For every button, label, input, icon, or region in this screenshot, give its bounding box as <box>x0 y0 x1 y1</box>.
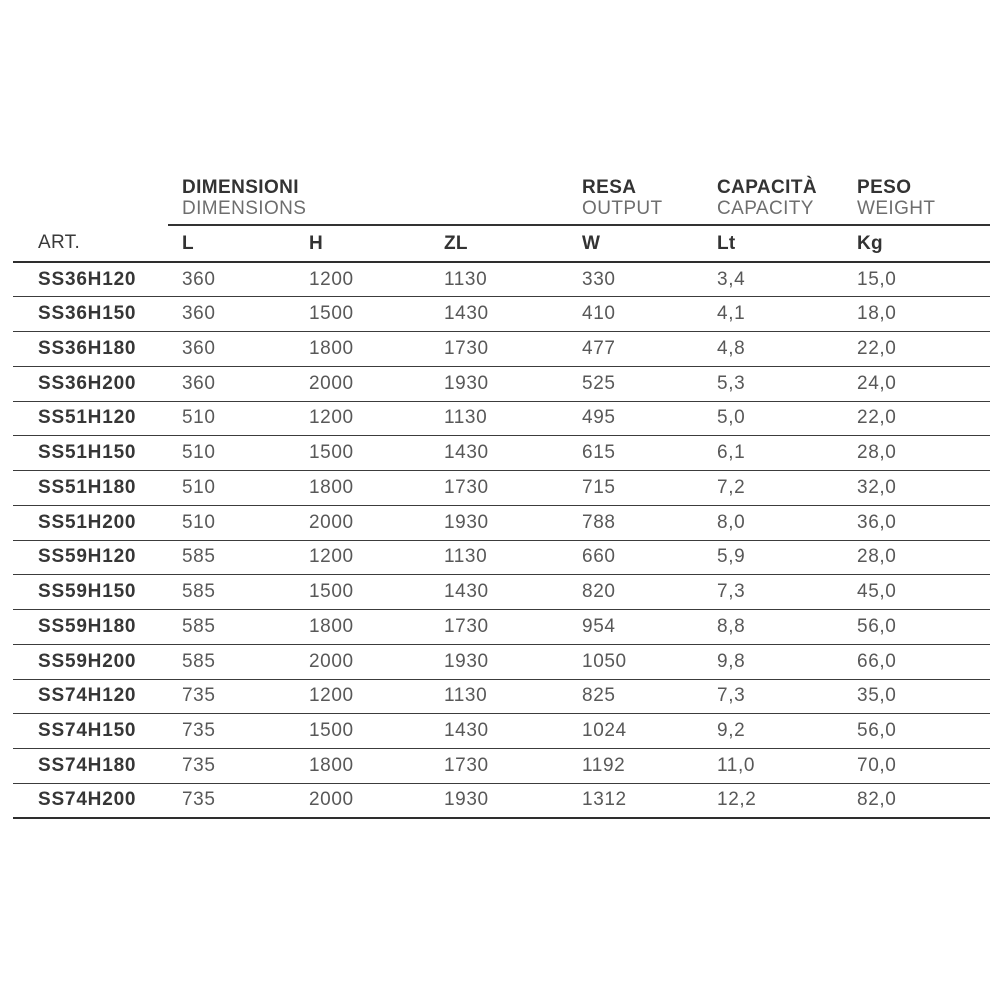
cell-value: 1200 <box>295 401 430 436</box>
cell-value: 1730 <box>430 471 568 506</box>
cell-value: 735 <box>168 783 295 818</box>
cell-value: 2000 <box>295 505 430 540</box>
table-row <box>13 644 990 679</box>
cell-value: 1050 <box>568 644 703 679</box>
cell-value: 28,0 <box>843 540 990 575</box>
table-row <box>13 262 990 297</box>
art-code: SS36H200 <box>13 366 168 401</box>
cell-value: 1500 <box>295 297 430 332</box>
cell-value: 66,0 <box>843 644 990 679</box>
cell-value: 510 <box>168 471 295 506</box>
cell-value: 510 <box>168 401 295 436</box>
group-subtitle: WEIGHT <box>857 198 936 219</box>
cell-value: 1500 <box>295 436 430 471</box>
cell-value: 1200 <box>295 262 430 297</box>
cell-value: 4,8 <box>703 332 843 367</box>
cell-value: 18,0 <box>843 297 990 332</box>
cell-value: 825 <box>568 679 703 714</box>
cell-value: 1800 <box>295 332 430 367</box>
group-title: CAPACITÀ <box>717 177 817 198</box>
table-header <box>13 170 990 262</box>
art-code: SS59H120 <box>13 540 168 575</box>
group-subtitle: CAPACITY <box>717 198 814 219</box>
cell-value: 1130 <box>430 401 568 436</box>
art-code: SS74H150 <box>13 714 168 749</box>
art-code: SS59H150 <box>13 575 168 610</box>
cell-value: 735 <box>168 749 295 784</box>
cell-value: 35,0 <box>843 679 990 714</box>
art-code: SS51H180 <box>13 471 168 506</box>
group-header-row <box>13 170 990 225</box>
column-header-art: ART. <box>13 225 168 262</box>
cell-value: 585 <box>168 575 295 610</box>
cell-value: 1430 <box>430 297 568 332</box>
cell-value: 6,1 <box>703 436 843 471</box>
cell-value: 1430 <box>430 436 568 471</box>
group-header-output <box>568 170 703 225</box>
cell-value: 9,8 <box>703 644 843 679</box>
cell-value: 1130 <box>430 679 568 714</box>
group-title: DIMENSIONI <box>182 177 299 198</box>
cell-value: 12,2 <box>703 783 843 818</box>
cell-value: 8,0 <box>703 505 843 540</box>
column-header-l: L <box>168 225 295 262</box>
cell-value: 2000 <box>295 783 430 818</box>
cell-value: 1130 <box>430 262 568 297</box>
column-header-zl: ZL <box>430 225 568 262</box>
cell-value: 954 <box>568 610 703 645</box>
cell-value: 360 <box>168 332 295 367</box>
cell-value: 1800 <box>295 471 430 506</box>
cell-value: 1430 <box>430 714 568 749</box>
cell-value: 32,0 <box>843 471 990 506</box>
group-subtitle: DIMENSIONS <box>182 198 307 219</box>
table-body <box>13 262 990 818</box>
table-row <box>13 714 990 749</box>
cell-value: 28,0 <box>843 436 990 471</box>
group-header-capacity <box>703 170 843 225</box>
cell-value: 1730 <box>430 610 568 645</box>
cell-value: 7,3 <box>703 575 843 610</box>
cell-value: 477 <box>568 332 703 367</box>
table-row <box>13 749 990 784</box>
cell-value: 585 <box>168 540 295 575</box>
cell-value: 360 <box>168 297 295 332</box>
cell-value: 735 <box>168 679 295 714</box>
art-code: SS36H150 <box>13 297 168 332</box>
table-row <box>13 679 990 714</box>
cell-value: 82,0 <box>843 783 990 818</box>
cell-value: 5,9 <box>703 540 843 575</box>
cell-value: 1312 <box>568 783 703 818</box>
table-row <box>13 297 990 332</box>
cell-value: 22,0 <box>843 401 990 436</box>
cell-value: 788 <box>568 505 703 540</box>
cell-value: 24,0 <box>843 366 990 401</box>
art-code: SS59H180 <box>13 610 168 645</box>
art-code: SS36H180 <box>13 332 168 367</box>
cell-value: 15,0 <box>843 262 990 297</box>
art-code: SS51H200 <box>13 505 168 540</box>
cell-value: 1930 <box>430 644 568 679</box>
specifications-table <box>13 170 990 819</box>
cell-value: 525 <box>568 366 703 401</box>
cell-value: 1024 <box>568 714 703 749</box>
cell-value: 1200 <box>295 540 430 575</box>
column-header-lt: Lt <box>703 225 843 262</box>
table-row <box>13 471 990 506</box>
cell-value: 510 <box>168 436 295 471</box>
art-code: SS59H200 <box>13 644 168 679</box>
cell-value: 1500 <box>295 714 430 749</box>
table-row <box>13 401 990 436</box>
cell-value: 1500 <box>295 575 430 610</box>
cell-value: 660 <box>568 540 703 575</box>
cell-value: 7,3 <box>703 679 843 714</box>
table-row <box>13 436 990 471</box>
cell-value: 510 <box>168 505 295 540</box>
art-code: SS51H120 <box>13 401 168 436</box>
art-code: SS74H180 <box>13 749 168 784</box>
group-title: RESA <box>582 177 637 198</box>
cell-value: 1930 <box>430 366 568 401</box>
cell-value: 5,3 <box>703 366 843 401</box>
cell-value: 820 <box>568 575 703 610</box>
cell-value: 1800 <box>295 749 430 784</box>
cell-value: 495 <box>568 401 703 436</box>
art-code: SS51H150 <box>13 436 168 471</box>
column-header-w: W <box>568 225 703 262</box>
cell-value: 1130 <box>430 540 568 575</box>
cell-value: 8,8 <box>703 610 843 645</box>
cell-value: 4,1 <box>703 297 843 332</box>
cell-value: 3,4 <box>703 262 843 297</box>
art-code: SS74H200 <box>13 783 168 818</box>
cell-value: 45,0 <box>843 575 990 610</box>
cell-value: 1730 <box>430 332 568 367</box>
table-row <box>13 505 990 540</box>
cell-value: 5,0 <box>703 401 843 436</box>
cell-value: 1192 <box>568 749 703 784</box>
cell-value: 36,0 <box>843 505 990 540</box>
art-code: SS36H120 <box>13 262 168 297</box>
group-subtitle: OUTPUT <box>582 198 663 219</box>
cell-value: 410 <box>568 297 703 332</box>
cell-value: 1930 <box>430 505 568 540</box>
table-row <box>13 783 990 818</box>
cell-value: 1800 <box>295 610 430 645</box>
cell-value: 22,0 <box>843 332 990 367</box>
column-header-h: H <box>295 225 430 262</box>
table-row <box>13 575 990 610</box>
cell-value: 360 <box>168 366 295 401</box>
cell-value: 1430 <box>430 575 568 610</box>
table-row <box>13 332 990 367</box>
cell-value: 615 <box>568 436 703 471</box>
cell-value: 1930 <box>430 783 568 818</box>
cell-value: 9,2 <box>703 714 843 749</box>
art-code: SS74H120 <box>13 679 168 714</box>
cell-value: 70,0 <box>843 749 990 784</box>
cell-value: 330 <box>568 262 703 297</box>
group-header-dimensions <box>168 170 568 225</box>
cell-value: 56,0 <box>843 714 990 749</box>
table-row <box>13 540 990 575</box>
cell-value: 1200 <box>295 679 430 714</box>
cell-value: 715 <box>568 471 703 506</box>
cell-value: 56,0 <box>843 610 990 645</box>
cell-value: 11,0 <box>703 749 843 784</box>
table-row <box>13 366 990 401</box>
cell-value: 7,2 <box>703 471 843 506</box>
group-header-spacer <box>13 170 168 225</box>
table-row <box>13 610 990 645</box>
group-title: PESO <box>857 177 912 198</box>
cell-value: 2000 <box>295 366 430 401</box>
column-header-kg: Kg <box>843 225 990 262</box>
column-header-row <box>13 225 990 262</box>
cell-value: 1730 <box>430 749 568 784</box>
group-header-weight <box>843 170 990 225</box>
cell-value: 360 <box>168 262 295 297</box>
cell-value: 735 <box>168 714 295 749</box>
cell-value: 585 <box>168 610 295 645</box>
cell-value: 2000 <box>295 644 430 679</box>
cell-value: 585 <box>168 644 295 679</box>
